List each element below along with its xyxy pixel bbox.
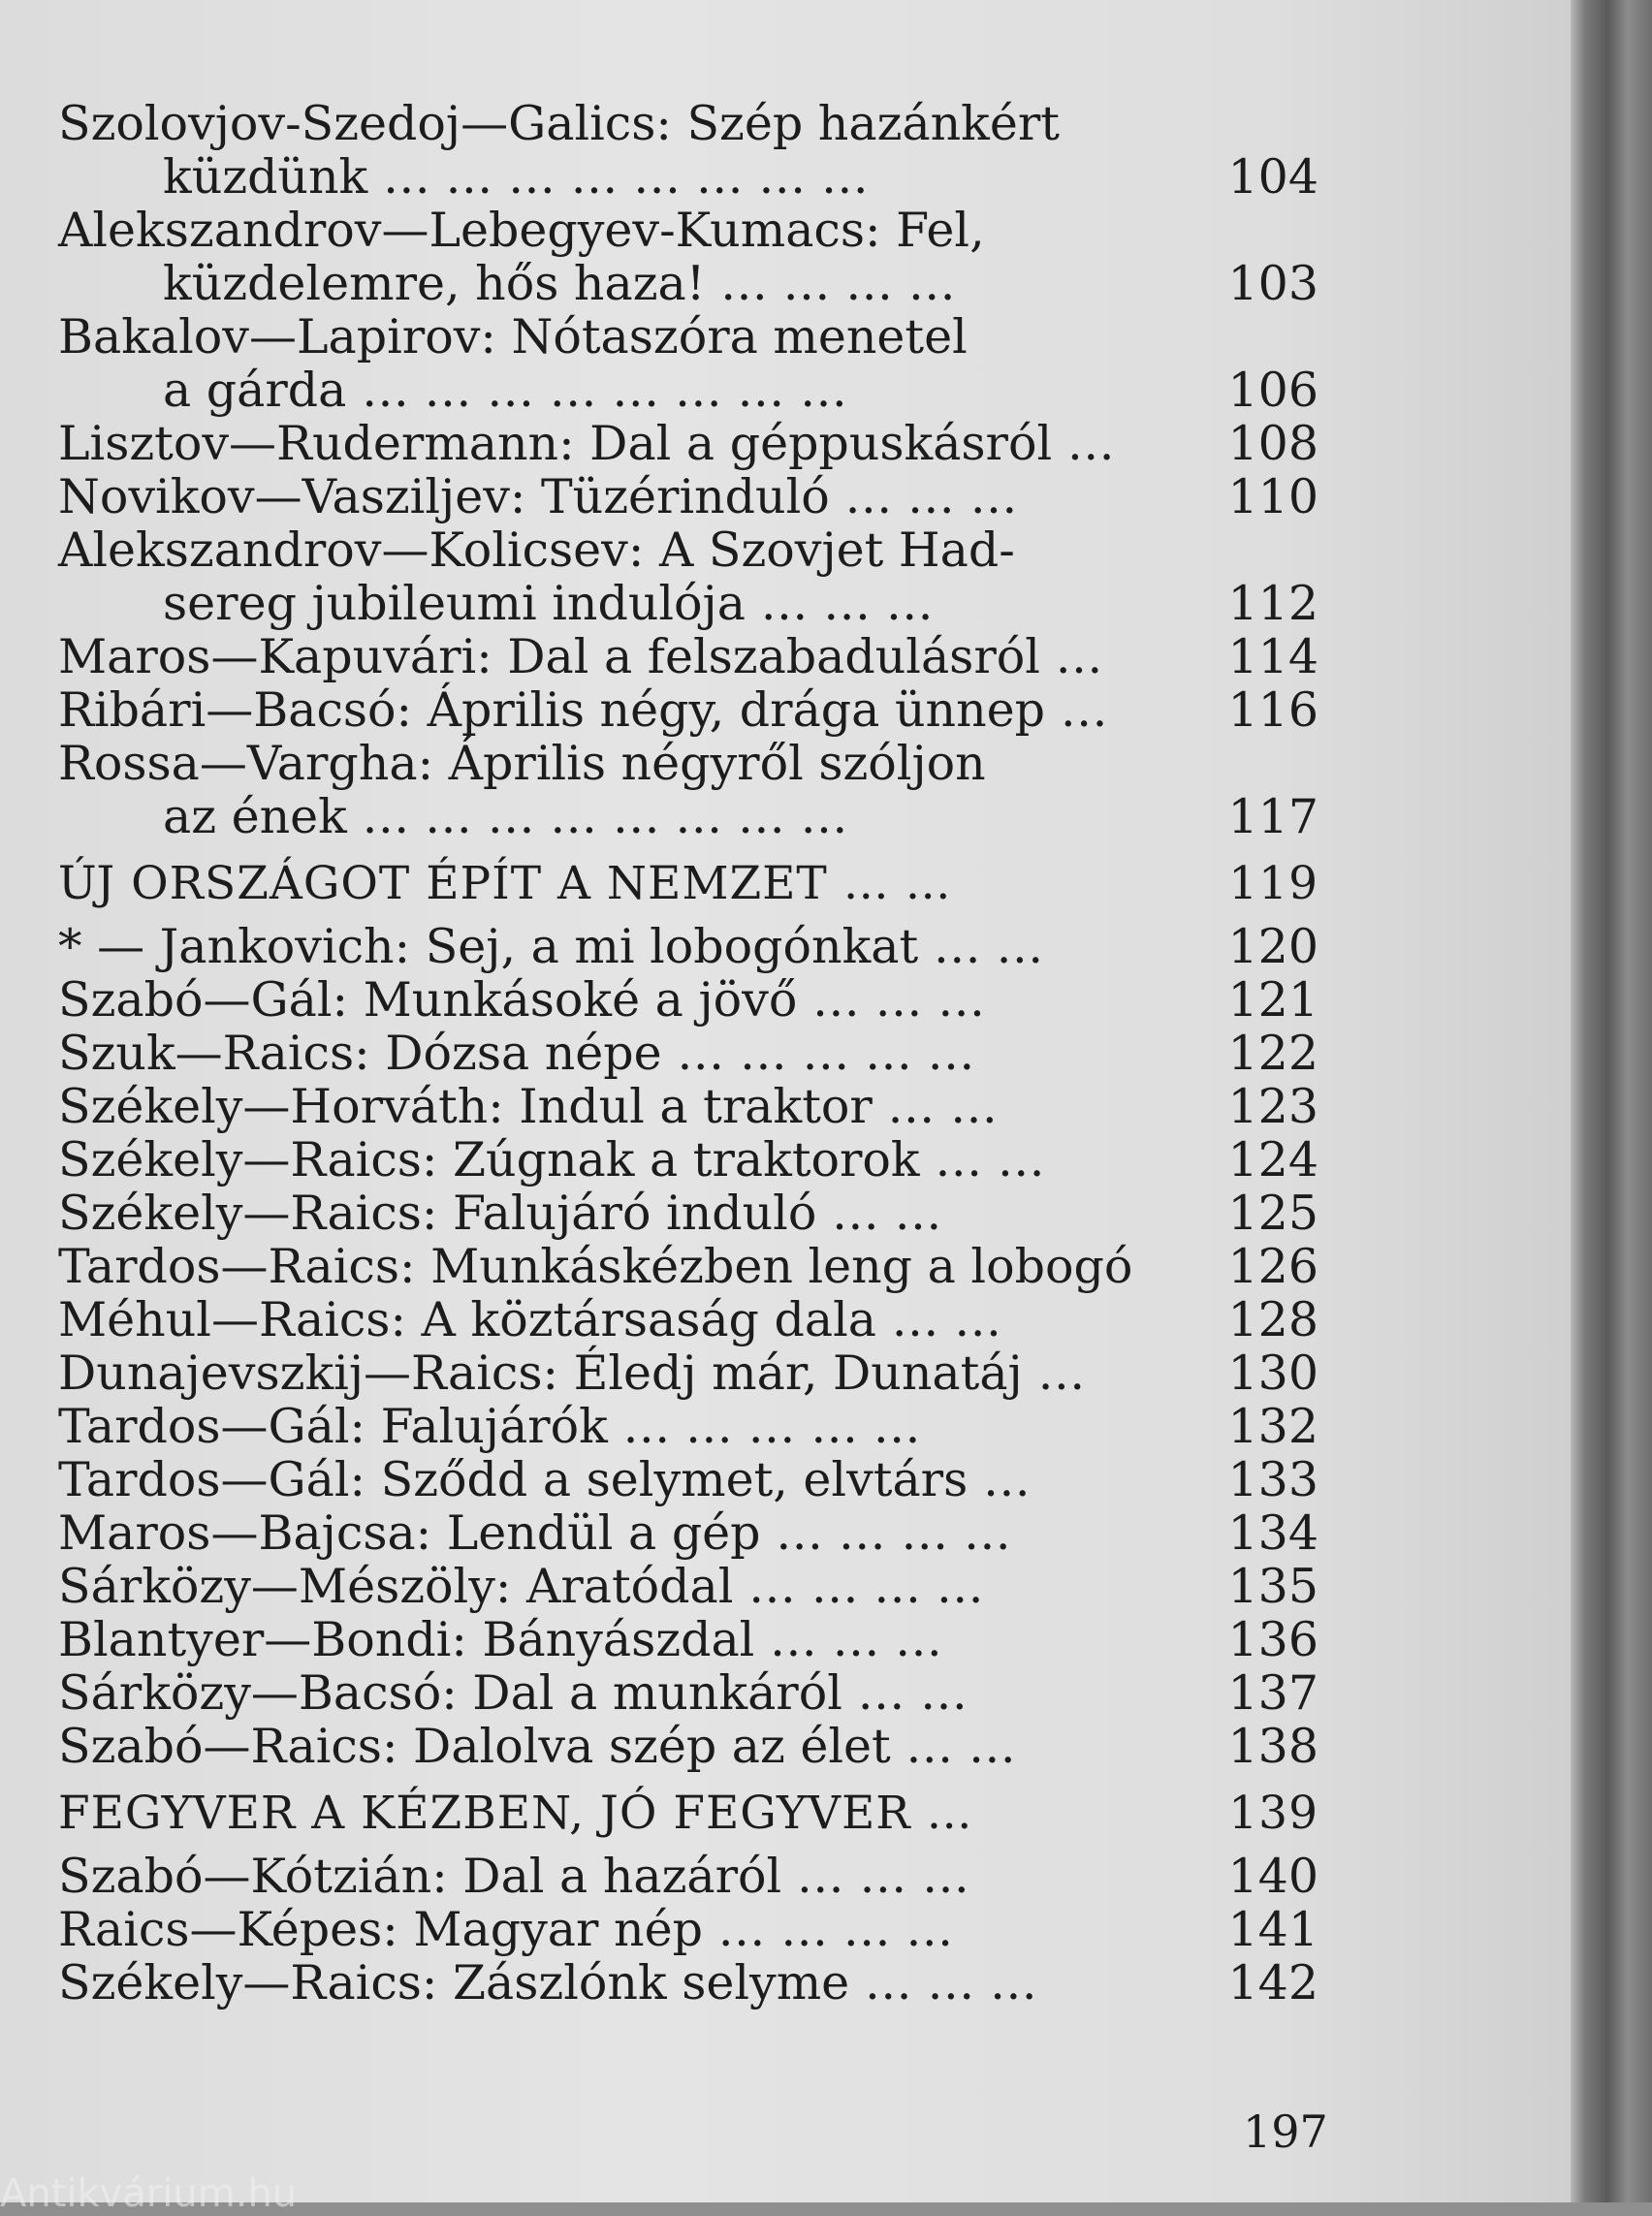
toc-title: Székely—Raics: Falujáró induló … … [58, 1186, 942, 1241]
toc-entry [58, 1956, 1318, 2010]
book-binding [1571, 0, 1652, 2202]
toc-page-number: 139 [1228, 1787, 1318, 1840]
toc-page-number: 119 [1228, 857, 1318, 910]
toc-title: Blantyer—Bondi: Bányászdal … … … [58, 1612, 943, 1667]
toc-title: Alekszandrov—Lebegyev-Kumacs: Fel, [58, 203, 985, 258]
toc-page-number: 106 [1227, 363, 1318, 418]
toc-page-number: 125 [1227, 1186, 1318, 1241]
toc-page-number: 121 [1227, 972, 1318, 1028]
toc-title: Szabó—Kótzián: Dal a hazáról … … … [58, 1849, 969, 1904]
toc-page-number: 136 [1227, 1612, 1318, 1667]
toc-entry [58, 1506, 1318, 1560]
toc-page-number: 117 [1227, 789, 1318, 844]
toc-entry [58, 1613, 1318, 1666]
toc-page-number: 134 [1227, 1505, 1318, 1561]
toc-title: Novikov—Vasziljev: Tüzérinduló … … … [58, 469, 1018, 524]
page-number: 197 [1243, 2105, 1328, 2158]
toc-title: Rossa—Vargha: Április négyről szóljon [58, 736, 986, 791]
toc-section-heading [58, 1787, 1318, 1840]
toc-title: Szabó—Raics: Dalolva szép az élet … … [58, 1719, 1016, 1774]
toc-page-number: 122 [1227, 1026, 1318, 1081]
toc-entry [58, 1346, 1318, 1400]
toc-title: * — Jankovich: Sej, a mi lobogónkat … … [58, 919, 1044, 974]
toc-page-number: 140 [1227, 1849, 1318, 1904]
toc-entry [58, 1027, 1318, 1080]
toc-title: Raics—Képes: Magyar nép … … … … [58, 1902, 954, 1957]
toc-entry [58, 1720, 1318, 1773]
toc-entry [58, 1666, 1318, 1720]
toc-page-number: 142 [1227, 1955, 1318, 2010]
toc-entry [58, 737, 1318, 843]
toc-title-continuation: küzdünk … … … … … … … … [163, 149, 869, 205]
toc-page-number: 110 [1227, 469, 1318, 524]
toc-title: Székely—Raics: Zászlónk selyme … … … [58, 1955, 1037, 2010]
toc-title: Szolovjov-Szedoj—Galics: Szép hazánkért [58, 96, 1060, 151]
toc-entry [58, 1453, 1318, 1506]
toc-page-number: 138 [1227, 1719, 1318, 1774]
toc-entry [58, 1187, 1318, 1240]
toc-page-number: 128 [1227, 1292, 1318, 1347]
toc-title: Alekszandrov—Kolicsev: A Szovjet Had- [58, 522, 1015, 578]
toc-title: Bakalov—Lapirov: Nótaszóra menetel [58, 309, 968, 364]
toc-page-number: 126 [1227, 1239, 1318, 1294]
toc-section-heading [58, 857, 1318, 910]
toc-title: Sárközy—Bacsó: Dal a munkáról … … [58, 1665, 969, 1721]
toc-title: ÚJ ORSZÁGOT ÉPÍT A NEMZET … … [58, 857, 952, 910]
toc-entry [58, 1080, 1318, 1133]
toc-title-continuation: a gárda … … … … … … … … [163, 363, 847, 418]
toc-title: Lisztov—Rudermann: Dal a géppuskásról … [58, 416, 1115, 471]
toc-title: Dunajevszkij—Raics: Éledj már, Dunatáj … [58, 1345, 1086, 1401]
toc-page-number: 116 [1227, 682, 1318, 738]
toc-page-number: 135 [1227, 1559, 1318, 1614]
toc-entry [58, 1400, 1318, 1453]
toc-entry [58, 523, 1318, 630]
toc-page-number: 112 [1227, 576, 1318, 631]
toc-page-number: 141 [1227, 1902, 1318, 1957]
toc-entry [58, 1850, 1318, 1903]
toc-page-number: 123 [1227, 1079, 1318, 1134]
toc-entry [58, 204, 1318, 310]
toc-page-number: 133 [1227, 1452, 1318, 1507]
toc-entry [58, 310, 1318, 417]
toc-entry [58, 1293, 1318, 1346]
toc-entry [58, 417, 1318, 470]
toc-title: Székely—Raics: Zúgnak a traktorok … … [58, 1132, 1045, 1187]
watermark: Antikvárium.hu [0, 2171, 298, 2216]
toc-title: Székely—Horváth: Indul a traktor … … [58, 1079, 998, 1134]
toc-page-number: 132 [1227, 1399, 1318, 1454]
toc-page-number: 114 [1227, 629, 1318, 684]
table-of-contents [58, 97, 1318, 2010]
toc-title: Szuk—Raics: Dózsa népe … … … … … [58, 1026, 975, 1081]
toc-title: Szabó—Gál: Munkásoké a jövő … … … [58, 972, 986, 1028]
toc-entry [58, 683, 1318, 737]
toc-title: FEGYVER A KÉZBEN, JÓ FEGYVER … [58, 1787, 973, 1840]
toc-title: Ribári—Bacsó: Április négy, drága ünnep … [58, 682, 1108, 738]
toc-title: Maros—Kapuvári: Dal a felszabadulásról … [58, 629, 1103, 684]
toc-title: Tardos—Gál: Sződd a selymet, elvtárs … [58, 1452, 1031, 1507]
toc-entry [58, 1240, 1318, 1293]
toc-entry [58, 920, 1318, 973]
toc-entry [58, 97, 1318, 204]
toc-page-number: 104 [1227, 149, 1318, 205]
toc-entry [58, 973, 1318, 1027]
toc-page-number: 130 [1227, 1345, 1318, 1401]
toc-title: Méhul—Raics: A köztársaság dala … … [58, 1292, 1002, 1347]
toc-entry [58, 630, 1318, 683]
toc-title: Sárközy—Mészöly: Aratódal … … … … [58, 1559, 984, 1614]
toc-page-number: 137 [1227, 1665, 1318, 1721]
toc-page-number: 124 [1227, 1132, 1318, 1187]
toc-title: Maros—Bajcsa: Lendül a gép … … … … [58, 1505, 1011, 1561]
toc-title: Tardos—Raics: Munkáskézben leng a lobogó [58, 1239, 1133, 1294]
toc-entry [58, 1560, 1318, 1613]
toc-page-number: 108 [1227, 416, 1318, 471]
toc-entry [58, 470, 1318, 523]
toc-page-number: 103 [1227, 256, 1318, 311]
toc-title: Tardos—Gál: Falujárók … … … … … [58, 1399, 921, 1454]
toc-page-number: 120 [1227, 919, 1318, 974]
toc-entry [58, 1133, 1318, 1187]
toc-title-continuation: küzdelemre, hős haza! … … … … [163, 256, 956, 311]
toc-title-continuation: az ének … … … … … … … … [163, 789, 848, 844]
toc-entry [58, 1903, 1318, 1956]
toc-title-continuation: sereg jubileumi indulója … … … [163, 576, 934, 631]
